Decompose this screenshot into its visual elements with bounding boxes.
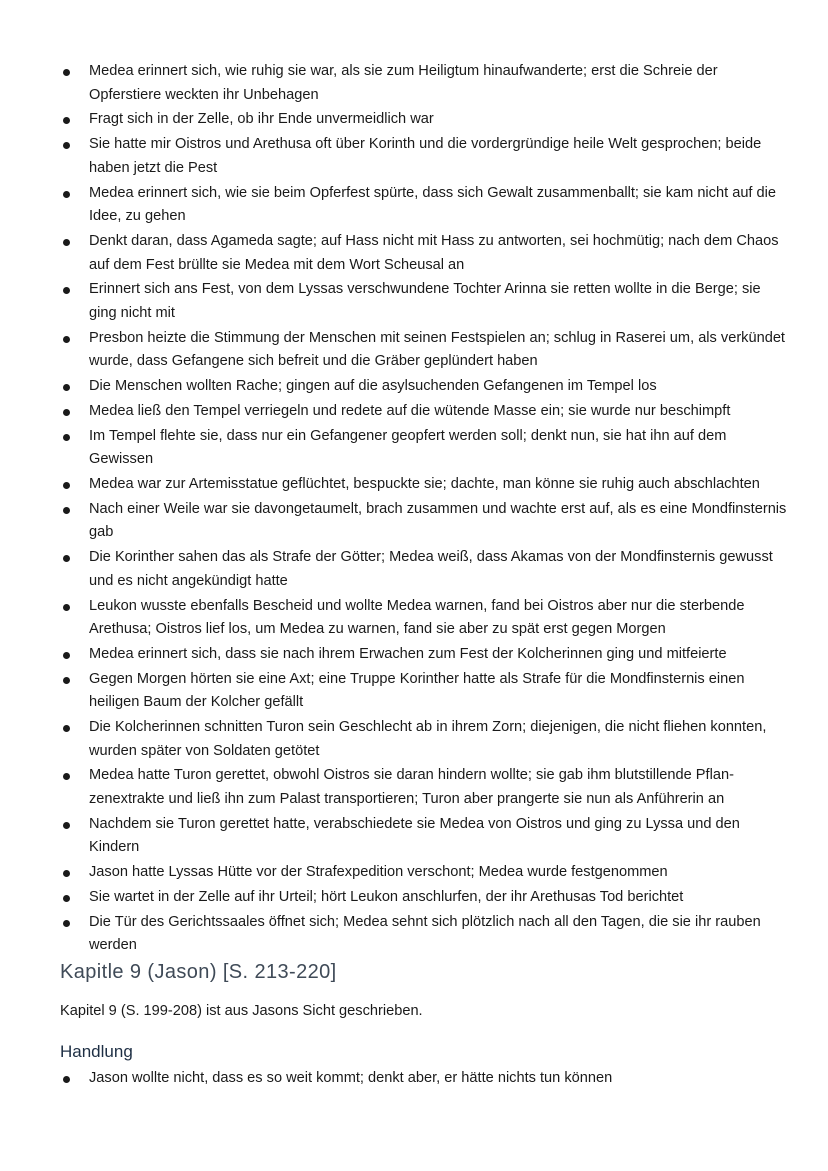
bullet-icon	[63, 895, 70, 902]
bullet-icon	[63, 384, 70, 391]
bullet-icon	[63, 1076, 70, 1083]
list-item: Medea erinnert sich, wie ruhig sie war, als sie zum Heiligtum hinaufwanderte; erst die Schreie der Opferstiere weckten ihr Unbehagen	[60, 60, 792, 107]
list-item: Die Kolcherinnen schnitten Turon sein Geschlecht ab in ihrem Zorn; diejenigen, die nicht fliehen konnten, wurden später von Soldaten getötet	[60, 716, 792, 763]
list-item: Medea hatte Turon gerettet, obwohl Oistros sie daran hindern wollte; sie gab ihm blutstillende Pflanzenextrakte und ließ ihn zum Palast transportieren; Turon aber prangerte sie nun als Anführerin an	[60, 764, 792, 811]
bullet-icon	[63, 239, 70, 246]
chapter-9-bullet-list	[60, 1067, 792, 1092]
list-item: Sie hatte mir Oistros und Arethusa oft über Korinth und die vordergründige heile Welt gesprochen; beide haben jetzt die Pest	[60, 133, 792, 180]
chapter-intro-text: Kapitel 9 (S. 199-208) ist aus Jasons Sicht geschrieben.	[60, 1003, 423, 1019]
list-item: Im Tempel flehte sie, dass nur ein Gefangener geopfert werden soll; denkt nun, sie hat ihn auf dem Gewissen	[60, 425, 792, 472]
bullet-icon	[63, 555, 70, 562]
bullet-icon	[63, 69, 70, 76]
list-item: Denkt daran, dass Agameda sagte; auf Hass nicht mit Hass zu antworten, sei hochmütig; nach dem Chaos auf dem Fest brüllte sie Medea mit dem Wort Scheusal an	[60, 230, 792, 277]
list-item: Jason hatte Lyssas Hütte vor der Strafexpedition verschont; Medea wurde festgenommen	[60, 861, 792, 885]
bullet-icon	[63, 773, 70, 780]
chapter-8-bullet-list	[60, 60, 792, 959]
bullet-icon	[63, 287, 70, 294]
list-item: Nach einer Weile war sie davongetaumelt, brach zusammen und wachte erst auf, als es eine Mondfinsternis gab	[60, 498, 792, 545]
bullet-icon	[63, 336, 70, 343]
bullet-icon	[63, 677, 70, 684]
list-item: Die Menschen wollten Rache; gingen auf die asylsuchenden Gefangenen im Tempel los	[60, 375, 792, 399]
list-item: Medea erinnert sich, wie sie beim Opferfest spürte, dass sich Gewalt zusammenballt; sie kam nicht auf die Idee, zu gehen	[60, 182, 792, 229]
list-item: Medea erinnert sich, dass sie nach ihrem Erwachen zum Fest der Kolcherinnen ging und mitfeierte	[60, 643, 792, 667]
list-item: Die Tür des Gerichtssaales öffnet sich; Medea sehnt sich plötzlich nach all den Tagen, die sie ihr rauben werden	[60, 911, 792, 958]
bullet-icon	[63, 434, 70, 441]
list-item: Nachdem sie Turon gerettet hatte, verabschiedete sie Medea von Oistros und ging zu Lyssa und den Kindern	[60, 813, 792, 860]
bullet-icon	[63, 409, 70, 416]
list-item: Erinnert sich ans Fest, von dem Lyssas verschwundene Tochter Arinna sie retten wollte in die Berge; sie ging nicht mit	[60, 278, 792, 325]
chapter-heading: Kapitle 9 (Jason) [S. 213-220]	[60, 961, 337, 983]
list-item: Medea ließ den Tempel verriegeln und redete auf die wütende Masse ein; sie wurde nur beschimpft	[60, 400, 792, 424]
list-item: Gegen Morgen hörten sie eine Axt; eine Truppe Korinther hatte als Strafe für die Mondfinsternis einen heiligen Baum der Kolcher gefällt	[60, 668, 792, 715]
bullet-icon	[63, 920, 70, 927]
bullet-icon	[63, 652, 70, 659]
bullet-icon	[63, 725, 70, 732]
list-item: Medea war zur Artemisstatue geflüchtet, bespuckte sie; dachte, man könne sie ruhig auch abschlachten	[60, 473, 792, 497]
bullet-icon	[63, 604, 70, 611]
bullet-icon	[63, 822, 70, 829]
list-item: Sie wartet in der Zelle auf ihr Urteil; hört Leukon anschlurfen, der ihr Arethusas Tod berichtet	[60, 886, 792, 910]
bullet-icon	[63, 142, 70, 149]
bullet-icon	[63, 117, 70, 124]
bullet-icon	[63, 482, 70, 489]
list-item: Jason wollte nicht, dass es so weit kommt; denkt aber, er hätte nichts tun können	[60, 1067, 792, 1091]
list-item: Leukon wusste ebenfalls Bescheid und wollte Medea warnen, fand bei Oistros aber nur die sterbende Arethusa; Oistros lief los, um Medea zu warnen, fand sie aber zu spät erst gegen Morgen	[60, 595, 792, 642]
bullet-icon	[63, 191, 70, 198]
list-item: Die Korinther sahen das als Strafe der Götter; Medea weiß, dass Akamas von der Mondfinsternis gewusst und es nicht angekündigt hatte	[60, 546, 792, 593]
section-heading: Handlung	[60, 1042, 133, 1061]
list-item: Fragt sich in der Zelle, ob ihr Ende unvermeidlich war	[60, 108, 792, 132]
bullet-icon	[63, 507, 70, 514]
list-item: Presbon heizte die Stimmung der Menschen mit seinen Festspielen an; schlug in Raserei um, als verkündet wurde, dass Gefangene sich befreit und die Gräber geplündert haben	[60, 327, 792, 374]
bullet-icon	[63, 870, 70, 877]
